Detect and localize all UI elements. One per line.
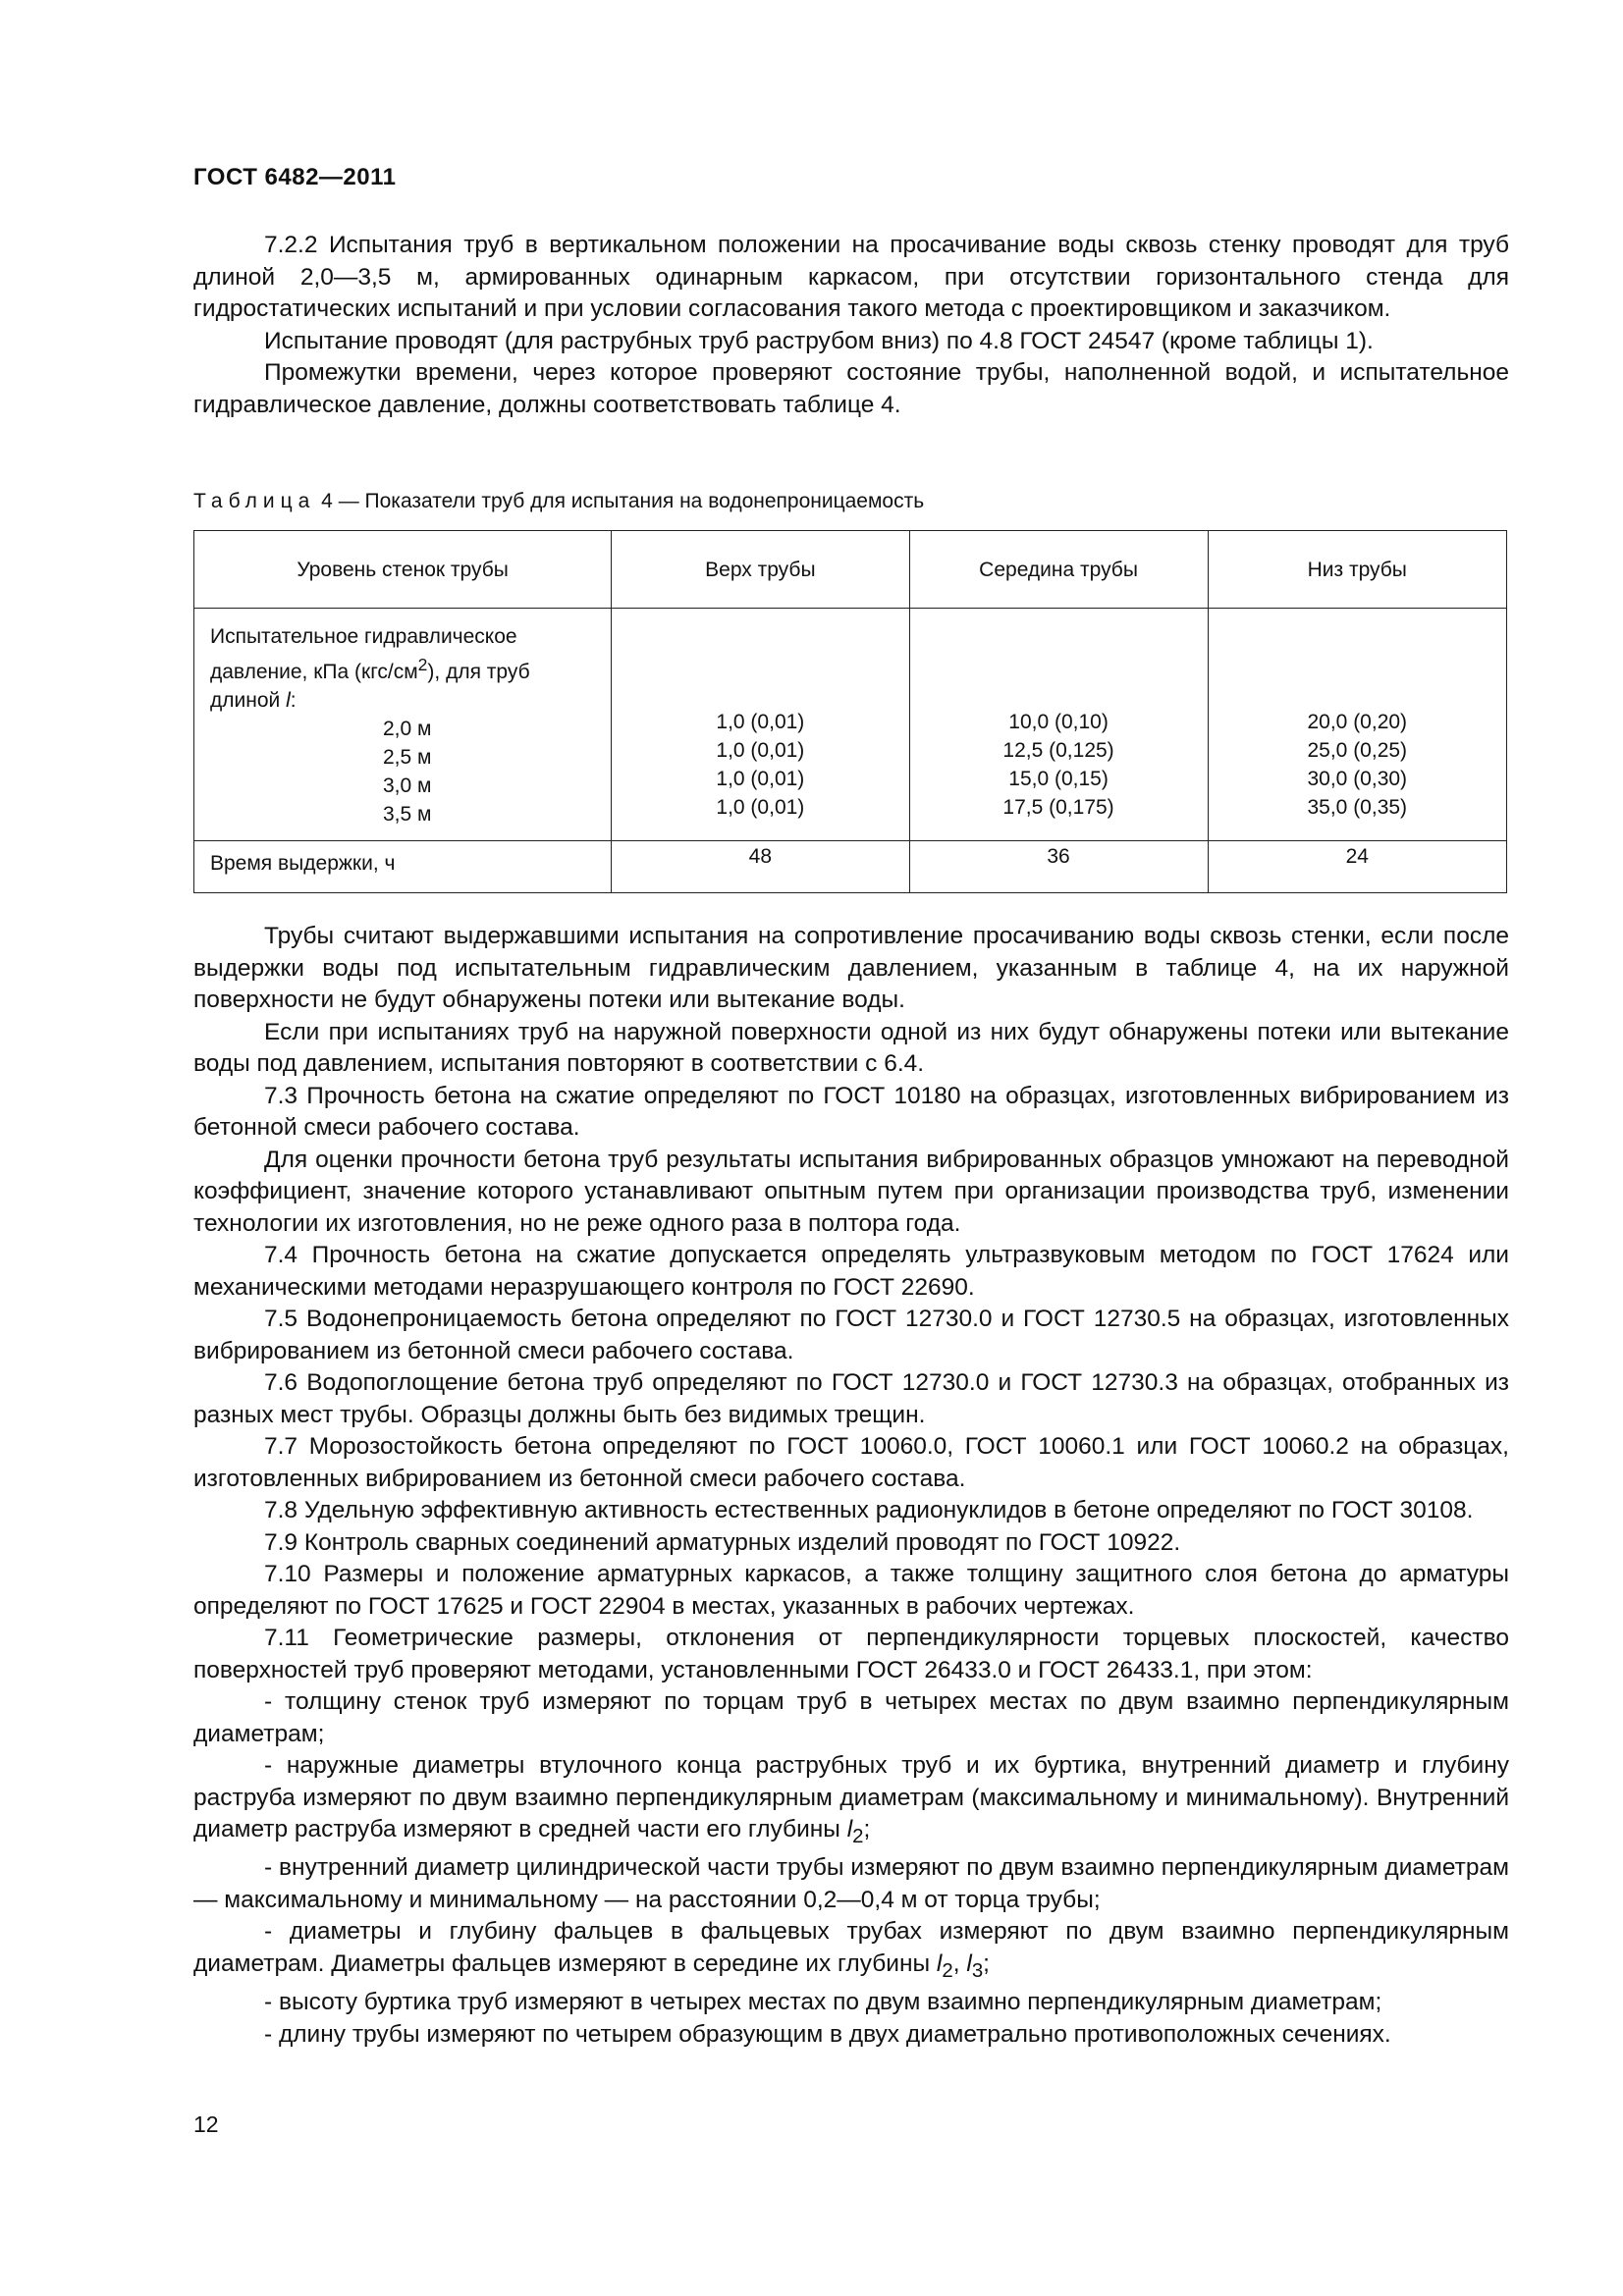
table-cell-value: 1,0 (0,01) [716, 768, 805, 790]
paragraph: Испытание проводят (для раструбных труб раструбом вниз) по 4.8 ГОСТ 24547 (кроме таблицы 1). [264, 327, 1374, 354]
paragraph: 7.8 Удельную эффективную активность естественных радионуклидов в бетоне определяют по ГОСТ 30108. [264, 1497, 1474, 1523]
subscript: 3 [971, 1959, 984, 1982]
table-cell-value: 1,0 (0,01) [716, 796, 805, 819]
list-item: - длину трубы измеряют по четырем образующим в двух диаметрально противоположных сечениях. [264, 2020, 1391, 2048]
depth-variable: l [966, 1949, 972, 1977]
depth-variable: l [846, 1816, 853, 1842]
table-caption-title: 4 — Показатели труб для испытания на водонепроницаемость [315, 490, 925, 512]
paragraph: 7.4 Прочность бетона на сжатие допускается определять ультразвуковым методом по ГОСТ 17624 или механическими методами неразрушающего контроля по ГОСТ 22690. [193, 1242, 1509, 1301]
subscript: 2 [852, 1825, 864, 1847]
pressure-label-text: давление, кПа (кгс/см [210, 661, 418, 683]
table-caption-label: Таблица [193, 490, 316, 512]
header-bottom: Низ трубы [1208, 531, 1506, 609]
paragraph: 7.11 Геометрические размеры, отклонения от перпендикулярности торцевых плоскостей, качество поверхностей труб проверяют методами, установленными ГОСТ 26433.0 и ГОСТ 26433.1, при этом: [193, 1625, 1509, 1683]
paragraph: 7.3 Прочность бетона на сжатие определяют по ГОСТ 10180 на образцах, изготовленных вибрированием из бетонной смеси рабочего состава. [193, 1082, 1509, 1141]
list-item-text: , [952, 1949, 967, 1977]
table-caption [193, 488, 924, 515]
table-cell-value: 12,5 (0,125) [1002, 739, 1114, 762]
paragraph: 7.10 Размеры и положение арматурных каркасов, а также толщину защитного слоя бетона до арматуры определяют по ГОСТ 17625 и ГОСТ 22904 в местах, указанных в рабочих чертежах. [193, 1561, 1509, 1620]
table-cell-value: 30,0 (0,30) [1307, 768, 1408, 790]
table-cell-value: 17,5 (0,175) [1002, 796, 1114, 819]
header-wall-level: Уровень стенок трубы [194, 531, 612, 609]
paragraph: 7.5 Водонепроницаемость бетона определяют по ГОСТ 12730.0 и ГОСТ 12730.5 на образцах, изготовленных вибрированием из бетонной смеси рабочего состава. [193, 1306, 1509, 1364]
length-value: 3,5 м [383, 803, 432, 826]
list-item-text: - наружные диаметры втулочного конца раструбных труб и их буртика, внутренний диаметр и глубину раструба измеряют по двум взаимно перпендикулярным диаметрам (максимальному и минимальному). Внутренний диаметр раструба измеряют в средней части его глубины [193, 1752, 1509, 1842]
table-cell-value: 1,0 (0,01) [716, 739, 805, 762]
page-number: 12 [193, 2111, 219, 2137]
top-values-cell [612, 609, 909, 841]
length-value: 3,0 м [383, 774, 432, 797]
pressure-label-text: длиной [210, 689, 287, 712]
hold-time-value: 48 [612, 841, 909, 893]
table-row-hold-time [194, 841, 1507, 893]
header-middle: Середина трубы [909, 531, 1208, 609]
paragraph: Промежутки времени, через которое проверяют состояние трубы, наполненной водой, и испытательное гидравлическое давление, должны соответствовать таблице 4. [193, 359, 1509, 418]
depth-variable: l [936, 1949, 943, 1977]
list-item [193, 1750, 1509, 1852]
table-cell-value: 35,0 (0,35) [1307, 796, 1408, 819]
paragraph: 7.9 Контроль сварных соединений арматурных изделий проводят по ГОСТ 10922. [264, 1528, 1181, 1556]
table-cell-value: 20,0 (0,20) [1307, 711, 1408, 733]
table-cell-value: 15,0 (0,15) [1008, 768, 1109, 790]
intro-paragraphs [193, 230, 1509, 421]
hold-time-value: 24 [1208, 841, 1506, 893]
list-item [193, 1916, 1509, 1987]
pressure-label-line [210, 651, 601, 686]
list-item-text: - диаметры и глубину фальцев в фальцевых трубах измеряют по двум взаимно перпендикулярным диаметрам. Диаметры фальцев измеряют в середине их глубины [193, 1918, 1509, 1977]
list-item: - внутренний диаметр цилиндрической части трубы измеряют по двум взаимно перпендикулярным диаметрам — максимальному и минимальному — на расстоянии 0,2—0,4 м от торца трубы; [193, 1854, 1509, 1913]
pressure-label-line: Испытательное гидравлическое [210, 625, 517, 648]
hold-time-value: 36 [909, 841, 1208, 893]
pressure-label-line [210, 686, 601, 715]
pressure-label-cell [194, 609, 612, 841]
paragraph: 7.2.2 Испытания труб в вертикальном положении на просачивание воды сквозь стенку проводят для труб длиной 2,0—3,5 м, армированных одинарным каркасом, при отсутствии горизонтального стенда для гидростатических испытаний и при условии согласования такого метода с проектировщиком и заказчиком. [193, 232, 1509, 322]
table-header-row [194, 531, 1507, 609]
pressure-label-text: : [290, 689, 297, 712]
paragraph: 7.7 Морозостойкость бетона определяют по ГОСТ 10060.0, ГОСТ 10060.1 или ГОСТ 10060.2 на образцах, изготовленных вибрированием из бетонной смеси рабочего состава. [193, 1433, 1509, 1492]
table-cell-value: 25,0 (0,25) [1307, 739, 1408, 762]
length-variable: l [286, 689, 291, 712]
table-row-pressure [194, 609, 1507, 841]
subscript: 2 [942, 1959, 953, 1982]
paragraph: Трубы считают выдержавшими испытания на сопротивление просачиванию воды сквозь стенки, если после выдержки воды под испытательным гидравлическим давлением, указанным в таблице 4, на их наружной поверхности не будут обнаружены потеки или вытекание воды. [193, 923, 1509, 1013]
main-paragraphs [193, 921, 1509, 2051]
header-top: Верх трубы [612, 531, 909, 609]
document-header: ГОСТ 6482—2011 [193, 164, 397, 190]
middle-values-cell [909, 609, 1208, 841]
pipe-test-table [193, 530, 1507, 893]
paragraph: 7.6 Водопоглощение бетона труб определяют по ГОСТ 12730.0 и ГОСТ 12730.3 на образцах, отобранных из разных мест трубы. Образцы должны быть без видимых трещин. [193, 1369, 1509, 1428]
superscript: 2 [417, 655, 428, 674]
length-value: 2,0 м [383, 718, 432, 740]
list-item: - высоту буртика труб измеряют в четырех местах по двум взаимно перпендикулярным диаметрам; [264, 1989, 1382, 2016]
list-item-text: ; [983, 1949, 990, 1977]
list-item-text: ; [863, 1816, 871, 1842]
paragraph: Если при испытаниях труб на наружной поверхности одной из них будут обнаружены потеки или вытекание воды под давлением, испытания повторяют в соответствии с 6.4. [193, 1018, 1509, 1077]
bottom-values-cell [1208, 609, 1506, 841]
list-item: - толщину стенок труб измеряют по торцам труб в четырех местах по двум взаимно перпендикулярным диаметрам; [193, 1688, 1509, 1747]
table-cell-value: 10,0 (0,10) [1008, 711, 1109, 733]
pressure-label-text: ), для труб [427, 661, 530, 683]
hold-time-label: Время выдержки, ч [194, 841, 612, 893]
table-cell-value: 1,0 (0,01) [716, 711, 805, 733]
paragraph: Для оценки прочности бетона труб результаты испытания вибрированных образцов умножают на переводной коэффициент, значение которого устанавливают опытным путем при организации производства труб, изменении технологии их изготовления, но не реже одного раза в полтора года. [193, 1146, 1509, 1237]
length-value: 2,5 м [383, 746, 432, 769]
